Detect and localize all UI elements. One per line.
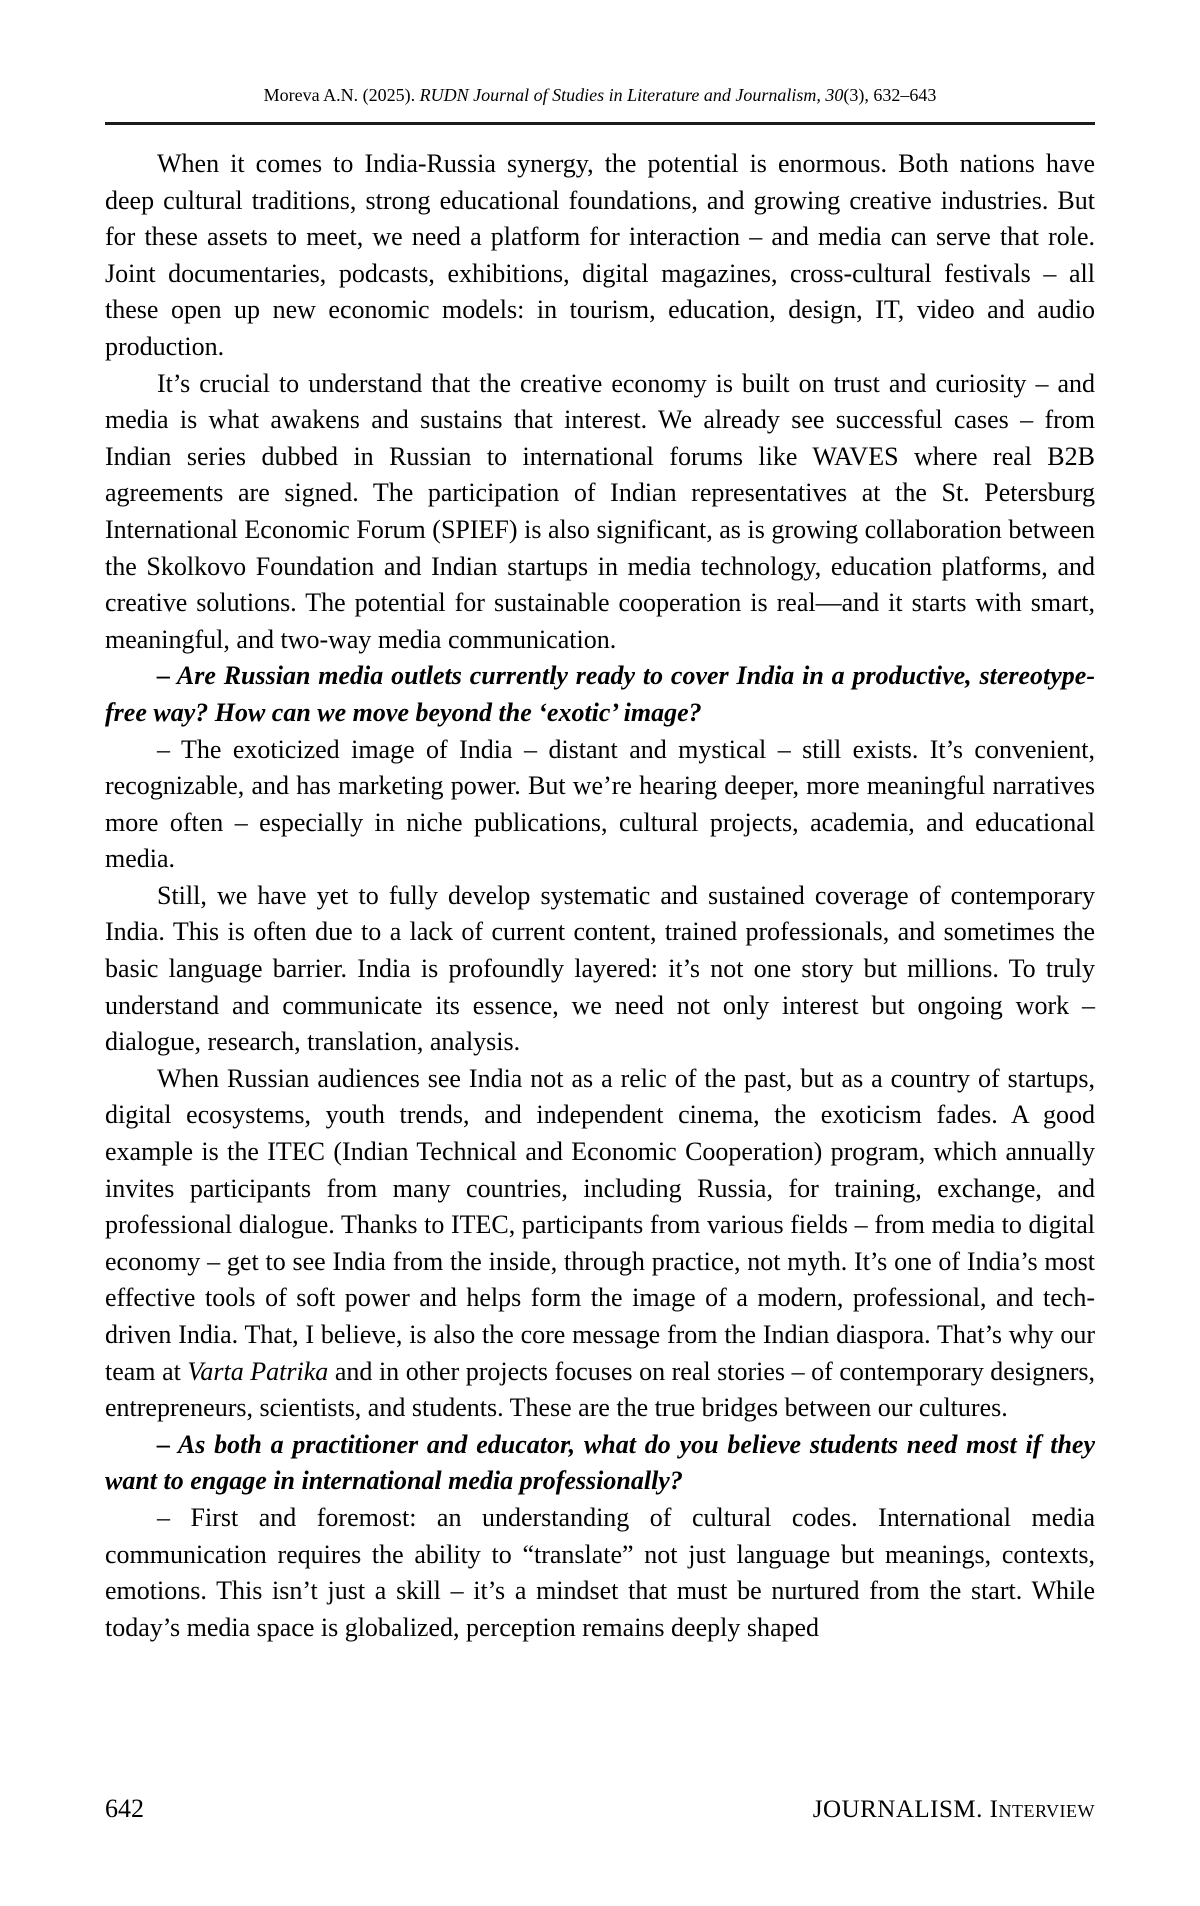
citation-author-part: Moreva A.N. (2025). xyxy=(263,85,420,105)
answer-itec-program xyxy=(105,1061,1095,1427)
answer-cultural-codes: – First and foremost: an understanding of cultural codes. International media communication requires the ability to “translate” not just language but meanings, contexts, emotions. This isn’t just a skill – it’s a mindset that must be nurtured from the start. While today’s media space is globalized, perception remains deeply shaped xyxy=(105,1502,1095,1642)
citation-journal-title: RUDN Journal of Studies in Literature and Journalism, 30 xyxy=(419,85,844,105)
journal-section-label xyxy=(813,1796,1095,1824)
answer-exoticized-image: – The exoticized image of India – distant and mystical – still exists. It’s convenient, recognizable, and has marketing power. But we’re hearing deeper, more meaningful narratives more often – especially in niche publications, cultural projects, academia, and educational media. xyxy=(105,734,1095,874)
page-number: 642 xyxy=(105,1794,144,1823)
paragraph-creative-economy: It’s crucial to understand that the creative economy is built on trust and curiosity – and media is what awakens and sustains that interest. We already see successful cases – from Indian series dubbed in Russian to international forums like WAVES where real B2B agreements are signed. The participation of Indian representatives at the St. Petersburg International Economic Forum (SPIEF) is also significant, as is growing collaboration between the Skolkovo Foundation and Indian startups in media technology, education platforms, and creative solutions. The potential for sustainable cooperation is real—and it starts with smart, meaningful, and two-way media communication. xyxy=(105,368,1095,654)
article-body xyxy=(105,146,1095,1646)
header-divider-rule xyxy=(105,122,1095,125)
running-head-citation xyxy=(105,84,1095,106)
page-footer xyxy=(105,1794,1095,1824)
answer-systematic-coverage: Still, we have yet to fully develop systematic and sustained coverage of contemporary India. This is often due to a lack of current content, trained professionals, and sometimes the basic language barrier. India is profoundly layered: it’s not one story but millions. To truly understand and communicate its essence, we need not only interest but ongoing work – dialogue, research, translation, analysis. xyxy=(105,880,1095,1057)
varta-patrika-title: Varta Patrika xyxy=(187,1356,329,1386)
section-label-journalism: JOURNALISM. xyxy=(812,1796,990,1823)
answer-itec-text-before: When Russian audiences see India not as a relic of the past, but as a country of startups, digital ecosystems, youth trends, and independent cinema, the exoticism fades. A good example is the ITEC (Indian Technical and Economic Cooperation) program, which annually invites participants from many countries, including Russia, for training, exchange, and professional dialogue. Thanks to ITEC, participants from various fields – from media to digital economy – get to see India from the inside, through practice, not myth. It’s one of India’s most effective tools of soft power and helps form the image of a modern, professional, and tech-driven India. That, I believe, is also the core message from the Indian diaspora. That’s why our team at xyxy=(105,1063,1095,1386)
section-label-interview: Interview xyxy=(989,1796,1095,1823)
paragraph-india-russia-synergy: When it comes to India-Russia synergy, the potential is enormous. Both nations have deep cultural traditions, strong educational foundations, and growing creative industries. But for these assets to meet, we need a platform for interaction – and media can serve that role. Joint documentaries, podcasts, exhibitions, digital magazines, cross-cultural festivals – all these open up new economic models: in tourism, education, design, IT, video and audio production. xyxy=(105,149,1095,361)
interview-question-students: – As both a practitioner and educator, what do you believe students need most if they want to engage in international media professionally? xyxy=(105,1429,1095,1496)
citation-issue-pages: (3), 632–643 xyxy=(843,85,937,105)
interview-question-stereotypes: – Are Russian media outlets currently ready to cover India in a productive, stereotype-free way? How can we move beyond the ‘exotic’ image? xyxy=(105,661,1095,727)
answer-itec-text-after: and in other projects focuses on real stories – of contemporary designers, entrepreneurs, scientists, and students. These are the true bridges between our cultures. xyxy=(105,1356,1095,1423)
